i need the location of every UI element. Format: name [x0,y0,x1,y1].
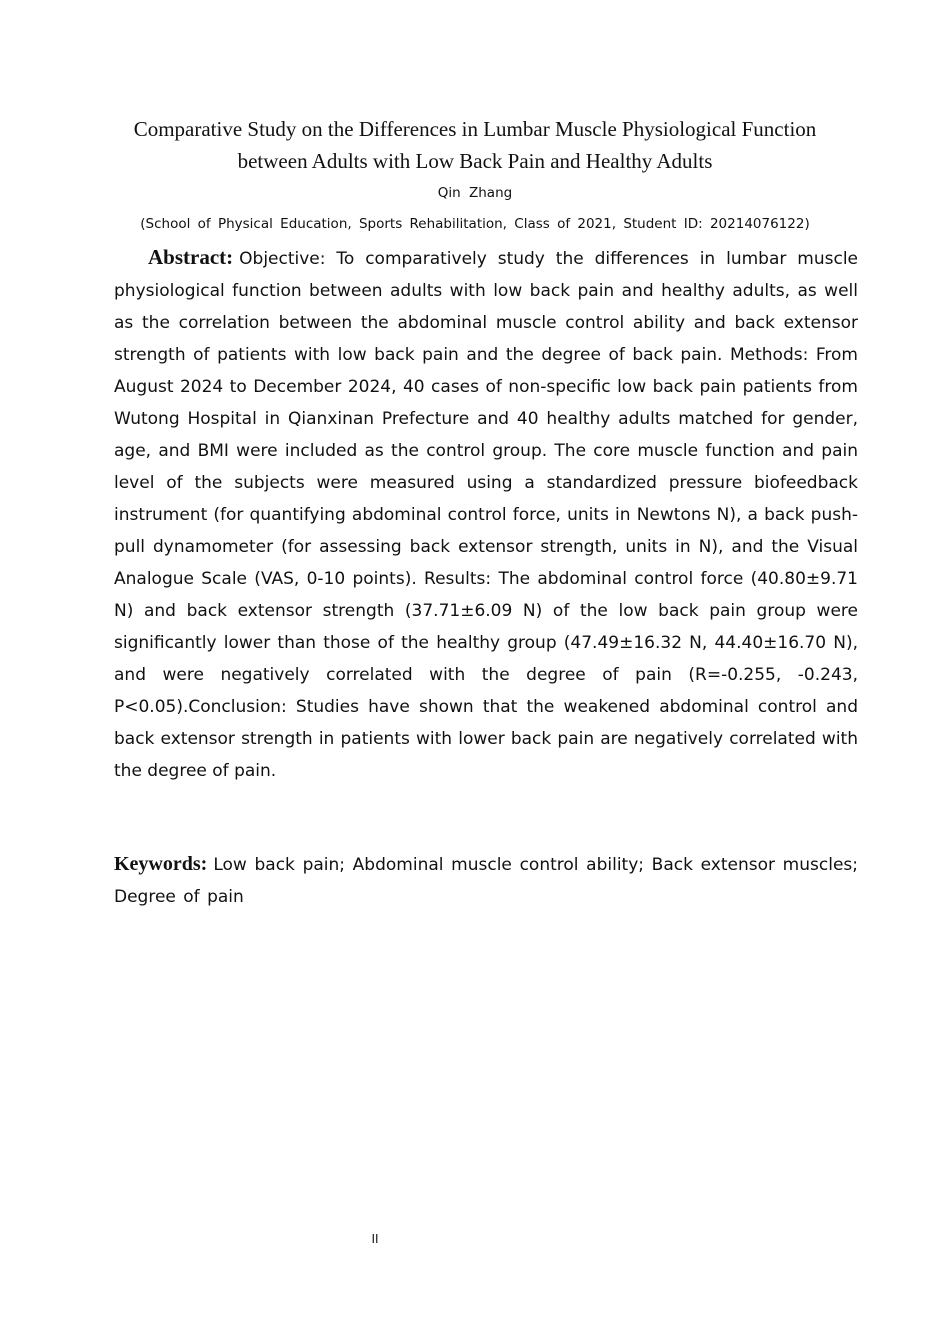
author-affiliation: (School of Physical Education, Sports Rehabilitation, Class of 2021, Student ID: 20214076122) [140,216,810,232]
abstract-text: Objective: To comparatively study the differences in lumbar muscle physiological function between adults with low back pain and healthy adults, as well as the correlation between the abdominal muscle control ability and back extensor strength of patients with low back pain and the degree of back pain. Methods: From August 2024 to December 2024, 40 cases of non-specific low back pain patients from Wutong Hospital in Qianxinan Prefecture and 40 healthy adults matched for gender, age, and BMI were included as the control group. The core muscle function and pain level of the subjects were measured using a standardized pressure biofeedback instrument (for quantifying abdominal control force, units in Newtons N), a back push-pull dynamometer (for assessing back extensor strength, units in N), and the Visual Analogue Scale (VAS, 0-10 points). Results: The abdominal control force (40.80±9.71 N) and back extensor strength (37.71±6.09 N) of the low back pain group were significantly lower than those of the healthy group (47.49±16.32 N, 44.40±16.70 N), and were negatively correlated with the degree of pain (R=-0.255, -0.243, P<0.05).Conclusion: Studies have shown that the weakened abdominal control and back extensor strength in patients with lower back pain are negatively correlated with the degree of pain. [114,249,858,781]
keywords-text: Low back pain; Abdominal muscle control ability; Back extensor muscles; Degree of pain [114,855,858,907]
title-line-1: Comparative Study on the Differences in Lumbar Muscle Physiological Function [133,117,817,141]
keywords-label: Keywords: [114,853,208,875]
title-line-2: between Adults with Low Back Pain and Healthy Adults [237,149,713,173]
author-name: Qin Zhang [437,185,513,201]
abstract-label: Abstract: [148,245,234,269]
abstract-paragraph [114,241,858,787]
paper-title [100,113,850,177]
page-number: II [371,1232,379,1246]
keywords-paragraph [114,848,858,913]
